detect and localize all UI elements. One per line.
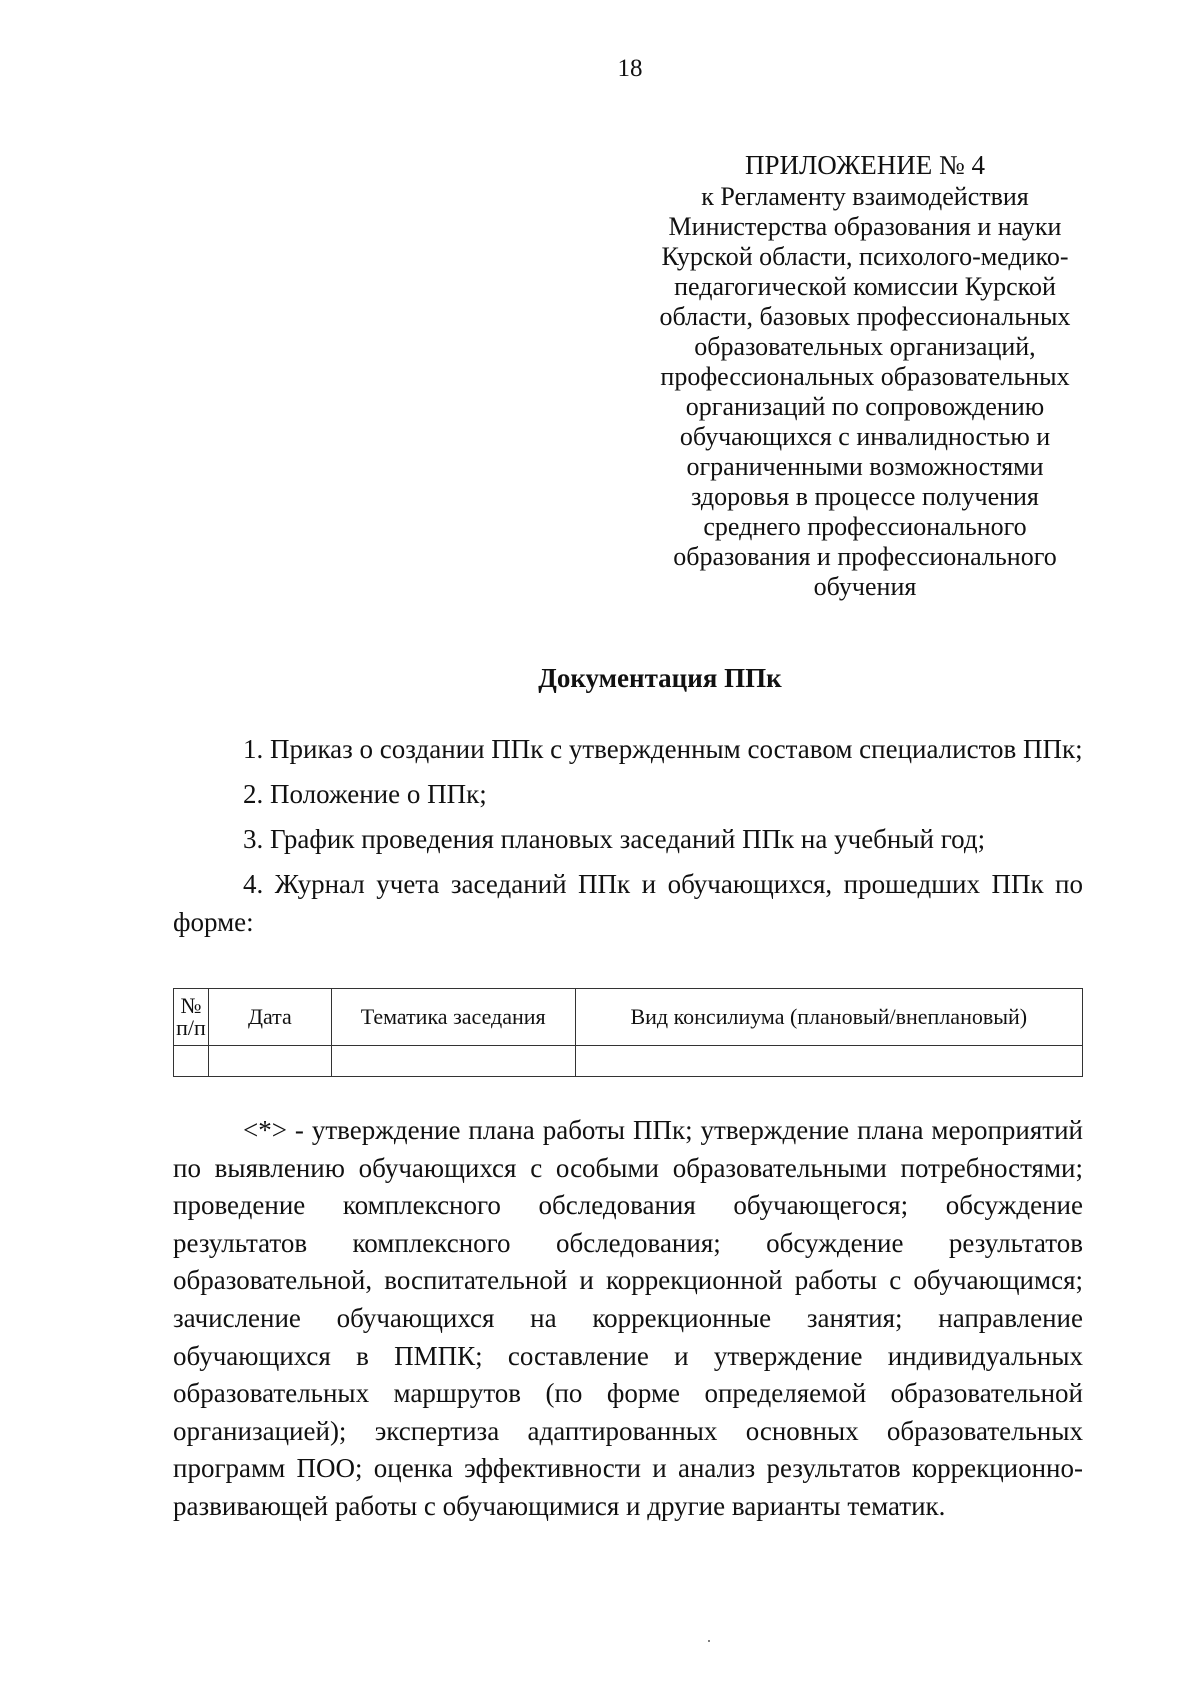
table-cell — [575, 1046, 1082, 1077]
appendix-line: образовательных организаций, — [694, 332, 1036, 361]
column-header-date: Дата — [208, 989, 331, 1046]
appendix-line: образования и профессионального — [673, 542, 1057, 571]
appendix-line: Курской области, психолого-медико- — [661, 242, 1069, 271]
column-header-number — [174, 989, 209, 1046]
table-row — [174, 1046, 1083, 1077]
appendix-line: ограниченными возможностями — [686, 452, 1044, 481]
column-header-type: Вид консилиума (плановый/внеплановый) — [575, 989, 1082, 1046]
table-header-row — [174, 989, 1083, 1046]
column-header-number-line: п/п — [176, 1015, 206, 1040]
journal-form-table — [173, 988, 1083, 1077]
appendix-line: организаций по сопровождению — [685, 392, 1045, 421]
appendix-line: здоровья в процессе получения — [691, 482, 1039, 511]
footnote — [173, 1112, 1083, 1526]
appendix-line: области, базовых профессиональных — [659, 302, 1071, 331]
appendix-line: профессиональных образовательных — [660, 362, 1070, 391]
table-cell — [208, 1046, 331, 1077]
appendix-line: Министерства образования и науки — [668, 212, 1062, 241]
document-heading: Документация ППк — [538, 663, 782, 693]
list-item: 4. Журнал учета заседаний ППк и обучающихся, прошедших ППк по форме: — [173, 869, 1083, 937]
column-header-number-line: № — [180, 993, 202, 1018]
footnote-text: <*> - утверждение плана работы ППк; утверждение плана мероприятий по выявлению обучающихся с особыми образовательными потребностями; проведение комплексного обследования обучающегося; обсуждение результатов комплексного обследования; обсуждение результатов образовательной, воспитательной и коррекционной работы с обучающимся; зачисление обучающихся на коррекционные занятия; направление обучающихся в ПМПК; составление и утверждение индивидуальных образовательных маршрутов (по форме определяемой образовательной организацией); экспертиза адаптированных основных образовательных программ ПОО; оценка эффективности и анализ результатов коррекционно-развивающей работы с обучающимися и другие варианты тематик. — [173, 1115, 1083, 1521]
documentation-list — [173, 730, 1083, 948]
column-header-topic: Тематика заседания — [331, 989, 575, 1046]
appendix-line: к Регламенту взаимодействия — [701, 182, 1029, 211]
list-item: 1. Приказ о создании ППк с утвержденным составом специалистов ППк; — [243, 734, 1083, 764]
appendix-title: ПРИЛОЖЕНИЕ № 4 — [744, 150, 986, 180]
appendix-line: обучающихся с инвалидностью и — [679, 422, 1051, 451]
appendix-header — [610, 150, 1120, 602]
table-cell — [331, 1046, 575, 1077]
appendix-line: педагогической комиссии Курской — [674, 272, 1056, 301]
appendix-line: обучения — [813, 572, 917, 601]
table-cell — [174, 1046, 209, 1077]
scan-speck — [708, 1640, 710, 1642]
list-item: 3. График проведения плановых заседаний ППк на учебный год; — [243, 824, 986, 854]
list-item: 2. Положение о ППк; — [243, 779, 487, 809]
page-number: 18 — [617, 55, 643, 82]
appendix-line: среднего профессионального — [703, 512, 1027, 541]
